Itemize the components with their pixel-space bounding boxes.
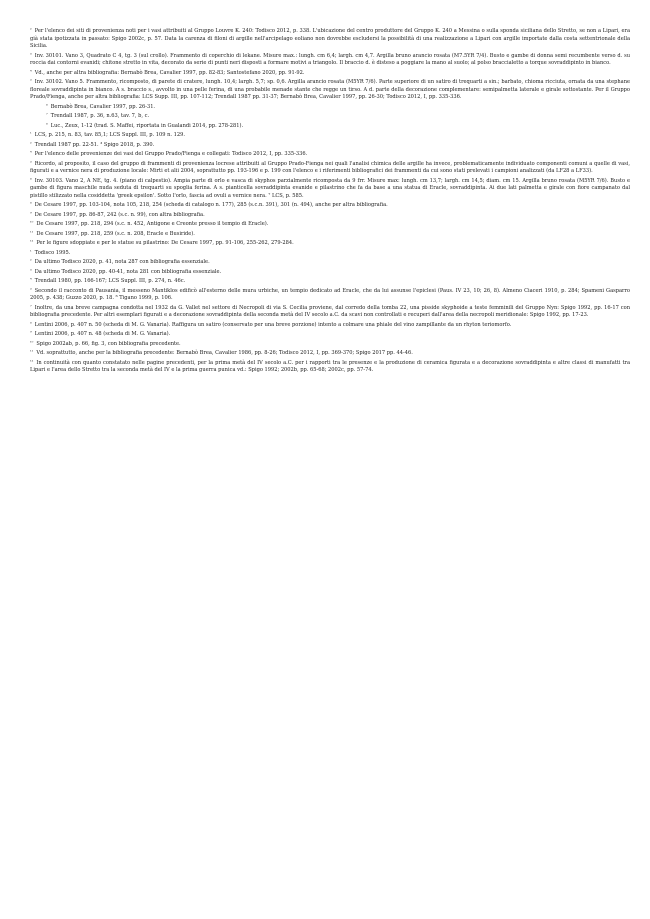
footnote [30,267,630,277]
footnote-text: Ricordo, al proposito, il caso del gruppo di frammenti di provenienza locrese attribuiti al Gruppo Prado-Fienga nei quali l'analisi chimica delle argille ha invece, problematicamente individuato componenti comuni a quelle di vasi, figurati e a vernice nera di produzione locale: Mirti et alii 2004, soprattutto pp. 193-196 e p. 199 con l'elenco e i riferimenti bibliografici dei frammenti da cui sono stati prelevati i campioni analizzati (da LF28 a LF33). [30,160,630,174]
footnote-mark: ⁸ [46,121,48,127]
footnote [30,257,630,267]
footnote-mark: ⁴ [30,150,32,155]
footnote [30,111,630,121]
footnote [30,303,630,320]
footnote-mark: ² [30,27,32,32]
footnote-mark: ⁴ [30,277,32,282]
footnote-text: Bernabò Brea, Cavalier 1997, pp. 26-31. [50,103,156,110]
footnote-text: Inoltre, da una breve campagna condotta nel 1932 da G. Vallet nel settore di Necropoli di via S. Cecilia proviene, dal corredo della tomba 22, una pisside skyphoide a teste femminili del Gruppo Nyn: Spigo 1992, pp. 16-17 con bibliografia precedente. Per altri esemplari figurati e a decorazione sovraddipinta della seconda metà del IV secolo a.C. da scavi non controllati e recuperi dall'area della necropoli meridionale: Spigo 1992, pp. 17-23. [30,304,630,318]
footnote-text: Vd. soprattutto, anche per la bibliografia precedente: Bernabò Brea, Cavalier 1986, pp. 8-26; Todisco 2012, I, pp. 369-370; Spigo 2017 pp. 44-46. [36,350,413,356]
footnote-mark: ⁸ [30,320,32,326]
footnote-mark: ⁵ [30,78,32,83]
footnote-mark: ⁵ [30,286,32,292]
footnote-mark: ⁴ [30,68,32,74]
footnote [30,149,630,159]
footnote-mark: ¹⁰ [30,220,34,225]
footnote-mark: ³ [30,267,32,273]
footnote [30,238,630,248]
footnote-text: Per le figure sdoppiate e per le statue su pilastrino: De Cesare 1997, pp. 91-106, 255-262, 279-284. [36,240,294,246]
footnote-text: Lentini 2006, p. 407 n. 50 (scheda di M. G. Vanaria). Raffigura un satiro (conservato per una breve porzione) intento a colmare una phiale del vino zampillante da un rhyton teriomorfo. [34,321,512,328]
footnote-mark: ⁹ [30,210,32,216]
footnote-mark: ⁶ [46,102,48,108]
footnote-mark: ⁵ [30,159,32,165]
footnote-text: Da ultimo Todisco 2020, pp. 40-41, nota 281 con bibliografia essenziale. [34,268,222,275]
footnote-text: Todisco 1995. [34,249,71,256]
footnote [30,77,630,102]
footnote [30,329,630,339]
footnote [30,102,630,112]
footnote-text: Da ultimo Todisco 2020, p. 41, nota 287 con bibliografia essenziale. [34,259,210,265]
footnote [30,176,630,201]
footnote-mark: ¹ [30,248,32,254]
footnote-text: In continuità con quanto constatato nelle pagine precedenti, per la prima metà del IV secolo a.C. per i rapporti tra le presenze e la produzione di ceramica figurata e a decorazione sovraddipinta e altre classi di manufatti tra Lipari e l'area dello Stretto tra la seconda metà del IV e la prima guerra punica vd.: Spigo 1992; 2002b, pp. 65-68; 2002c, pp. 57-74. [30,359,630,373]
footnote [30,121,630,131]
footnote-text: Vd., anche per altra bibliografia: Bernabò Brea, Cavalier 1997, pp. 82-83; Santostefano 2020, pp. 91-92. [34,69,305,76]
footnote-text: Trendall 1987, p. 36, n.63, tav. 7, b, c. [50,113,150,119]
footnote [30,68,630,78]
footnote-text: Per l'elenco delle provenienze dei vasi del Gruppo Prado/Fienga e collegati: Todisco 2012, I, pp. 335-336. [34,151,308,157]
footnote-mark: ¹² [30,358,34,364]
footnote-mark: ⁹ [30,330,32,335]
footnote-mark: ² [30,258,32,263]
footnote [30,339,630,349]
footnote [30,229,630,239]
footnote-mark: ¹¹ [30,229,34,235]
footnote [30,159,630,176]
footnote-mark: ⁷ [30,303,32,309]
footnote [30,248,630,258]
footnote [30,210,630,220]
footnote [30,219,630,229]
footnote-text: Lentini 2006, p. 407 n. 48 (scheda di M. G. Vanaria). [34,331,171,337]
footnote [30,348,630,358]
footnote [30,200,630,210]
footnote [30,26,630,51]
footnote-text: Trendall 1980, pp. 166-167; LCS Suppl. III, p. 274, n. 46c. [34,278,186,284]
footnote-mark: ³ [30,51,32,57]
footnote [30,286,630,303]
footnote-mark: ⁸ [30,201,32,206]
footnote-text: Secondo il racconto di Pausania, il messeno Mantiklos edificò all'esterno delle mura urbiche, un tempio dedicato ad Eracle, che da lui assunse l'epiclesi (Paus. IV 23, 10; 26, 8). Almeno Ciaceri 1910, p. 284; Spameni Gasparro 2005, p. 438; Guzzo 2020, p. 18. ⁶ Tigano 1999, p. 106. [30,287,630,301]
footnote-text: Inv. 30101. Vano 3, Quadrato C 4, tg. 3 (sul crollo). Frammento di coperchio di lekane. Misure max.: lungh. cm 6,4; largh. cm 4,7. Argilla bruno arancio rosata (M7.5YR 7/4). Busto e gambe di donna semi recumbente verso d. su roccia dai contorni evanidi; chitone stretto in vita, decorato da serie di punti neri disposti a formare motivi a triangolo. Il braccio d. è disteso a poggiare la mano al suolo; al polso braccialetto a torque sovraddipinto in bianco. [30,52,630,66]
footnote-mark: ⁷ [46,112,48,117]
footnote-text: Inv. 30102. Vano 5. Frammento, ricomposto, di parete di cratere, lungh. 10,4; largh. 5,7; sp. 0,6. Argilla arancio rosata (M5YR 7/6). Parte superiore di un satiro di trequarti a sin.; barbato, chioma ricciuta, ornata da una stephane floreale sovraddipinta in bianco. A s. braccio s., avvolto in una pelle ferina, di una probabile menade stante che regge un tirso. A d. parte della decorazione complementare: semipalmetta laterale e girale sottostante. Per il Gruppo Prado/Fienga, anche per altra bibliografia: LCS Supp. III, pp. 107-112; Trendall 1987 pp. 31-37; Bernabò Brea, Cavalier 1997, pp. 26-30; Todisco 2012, I, pp. 335-336. [30,79,630,100]
footnote-text: Inv. 30103. Vano 2, A NE, tg. 4. (piano di calpestio). Ampia parte di orlo e vasca di skyphos parzialmente ricomposta da 9 frr. Misure max: lungh. cm 13,7; largh. cm 14,5; diam. cm 15. Argilla bruno rosata (M5YR 7/6). Busto e gambe di figura maschile nuda seduta di trequarti su spoglia ferina. A s. pianticella sovraddipinta evanide e pilastrino che fa da base a una statua di Eracle, sovraddipinta. Ai due lati palmetta e girale con fiore campanato dal pistillo stilizzato nella cosiddetta 'greek epsilon'. Sotto l'orlo, fascia ad ovuli a vernice nera. ⁷ LCS, p. 585. [30,177,630,199]
footnote-text: LCS, p. 215, n. 83, tav. 85,1; LCS Suppl. III, p. 109 n. 129. [34,132,186,138]
footnote [30,276,630,286]
footnote-mark: ¹² [30,239,34,244]
footnote [30,358,630,375]
footnote [30,140,630,150]
footnote-text: De Cesare 1997, pp. 218, 259 (s.c. n. 208, Eracle e Busiride). [36,230,195,237]
footnote-text: Luc., Zeux, 1-12 (trad. S. Maffei, riportata in Gualandi 2014, pp. 278-281). [50,122,244,129]
footnote [30,51,630,68]
footnote-mark: ² [30,140,32,146]
footnote-mark: ⁶ [30,176,32,182]
footnote-text: Trendall 1987 pp. 22-51. ³ Spigo 2018, p. 390. [34,141,155,148]
footnote-text: De Cesare 1997, pp. 86-87, 242 (s.c. n. 99), con altra bibliografia. [34,211,205,218]
footnote-text: De Cesare 1997, pp. 103-104, nota 105, 218, 254 (scheda di catalogo n. 177), 285 (s.c.n. 391), 301 (n. 494), anche per altra bibliografia. [34,202,388,208]
footnote [30,130,630,140]
footnote-text: Spigo 2002ab, p. 66, fig. 3, con bibliografia precedente. [36,340,181,347]
footnote-mark: ¹ [30,131,32,136]
footnote-mark: ¹¹ [30,349,34,354]
footnote-text: De Cesare 1997, pp. 218, 294 (s.c. n. 452, Antigone e Creonte presso il tempio di Eracle). [36,221,269,227]
footnote [30,375,630,385]
footnotes-page [30,26,630,384]
footnote-mark: ¹⁰ [30,339,34,345]
footnote-text: Per l'elenco dei siti di provenienza noti per i vasi attribuiti al Gruppo Louvre K. 240: Todisco 2012, p. 338. L'ubicazione del centro produttore del Gruppo K. 240 a Messina o sulla sponda siciliana dello Stretto, se non a Lipari, era già stata ipotizzata in passato: Spigo 2002c, p. 57. Data la carenza di filoni di argille nell'arcipelago eoliano non dovrebbe escludersi la possibilità di una realizzazione a Lipari con argille importate dalla costa settentrionale della Sicilia. [30,28,630,49]
footnote [30,320,630,330]
